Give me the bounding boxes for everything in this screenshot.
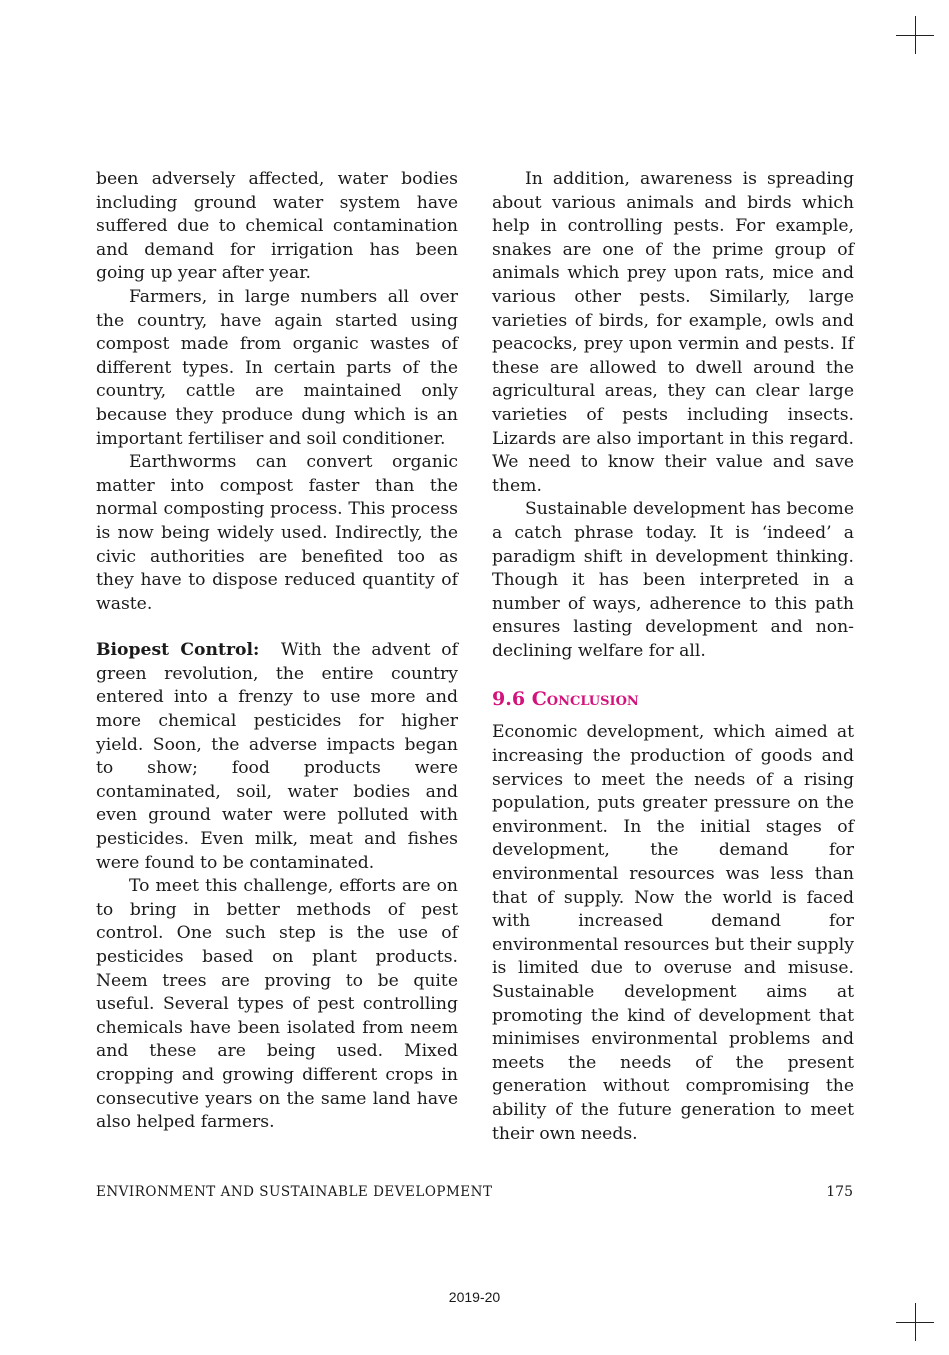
section-title: Conclusion [531, 688, 639, 711]
paragraph-farmers-compost: Farmers, in large numbers all over the country, have again started using compost made from organic wastes of different types. In certain parts of the country, cattle are maintained only because they produce dung which is an important fertiliser and soil conditioner. [96, 286, 458, 449]
crop-mark-bottom-right [896, 1303, 934, 1341]
paragraph-pest-control-methods: To meet this challenge, efforts are on to bring in better methods of pest control. One such step is the use of pesticides based on plant products. Neem trees are proving to be quite useful. Several types of pest controlling chemicals have been isolated from neem and these are being used. Mixed cropping and growing different crops in consecutive years on the same land have also helped farmers. [96, 876, 458, 1133]
biopest-control-heading: Biopest Control: [96, 640, 260, 661]
right-column [492, 168, 854, 1146]
paragraph-animals-birds: In addition, awareness is spreading about various animals and birds which help in controlling pests. For example, snakes are one of the prime group of animals which prey upon rats, mice and various other pests. Similarly, large varieties of birds, for example, owls and peacocks, prey upon vermin and pests. If these are allowed to dwell around the agricultural areas, they can clear large varieties of pests including insects. Lizards are also important in this regard. We need to know their value and save them. [492, 169, 854, 496]
paragraph-gap [96, 616, 458, 639]
footer-title: ENVIRONMENT AND SUSTAINABLE DEVELOPMENT [96, 1184, 493, 1200]
paragraph-water-bodies: been adversely affected, water bodies including ground water system have suffered due to chemical contamination and demand for irrigation has been going up year after year. [96, 169, 458, 284]
paragraph-earthworms: Earthworms can convert organic matter into compost faster than the normal composting process. This process is now being widely used. Indirectly, the civic authorities are benefited too as they have to dispose reduced quantity of waste. [96, 452, 458, 614]
page-number: 175 [826, 1184, 853, 1200]
paragraph-conclusion: Economic development, which aimed at increasing the production of goods and services to meet the needs of a rising population, puts greater pressure on the environment. In the initial stages of development, the demand for environmental resources was less than that of supply. Now the world is faced with increased demand for environmental resources but their supply is limited due to overuse and misuse. Sustainable development aims at promoting the kind of development that minimises environmental problems and meets the needs of the present generation without compromising the ability of the future generation to meet their own needs. [492, 722, 854, 1144]
section-heading [492, 687, 854, 711]
paragraph-sustainable-development: Sustainable development has become a catch phrase today. It is ‘indeed’ a paradigm shift in development thinking. Though it has been interpreted in a number of ways, adherence to this path ensures lasting development and non-declining welfare for all. [492, 499, 854, 661]
left-column [96, 168, 458, 1135]
section-number: 9.6 [492, 688, 526, 711]
edition-year: 2019-20 [448, 1289, 501, 1305]
paragraph-biopest-control [96, 639, 458, 875]
biopest-control-text: With the advent of green revolution, the entire country entered into a frenzy to use more and more chemical pesticides for higher yield. Soon, the adverse impacts began to show; food products were contaminated, soil, water bodies and even ground water were polluted with pesticides. Even milk, meat and fishes were found to be contaminated. [96, 640, 458, 873]
crop-mark-top-right [896, 16, 934, 54]
